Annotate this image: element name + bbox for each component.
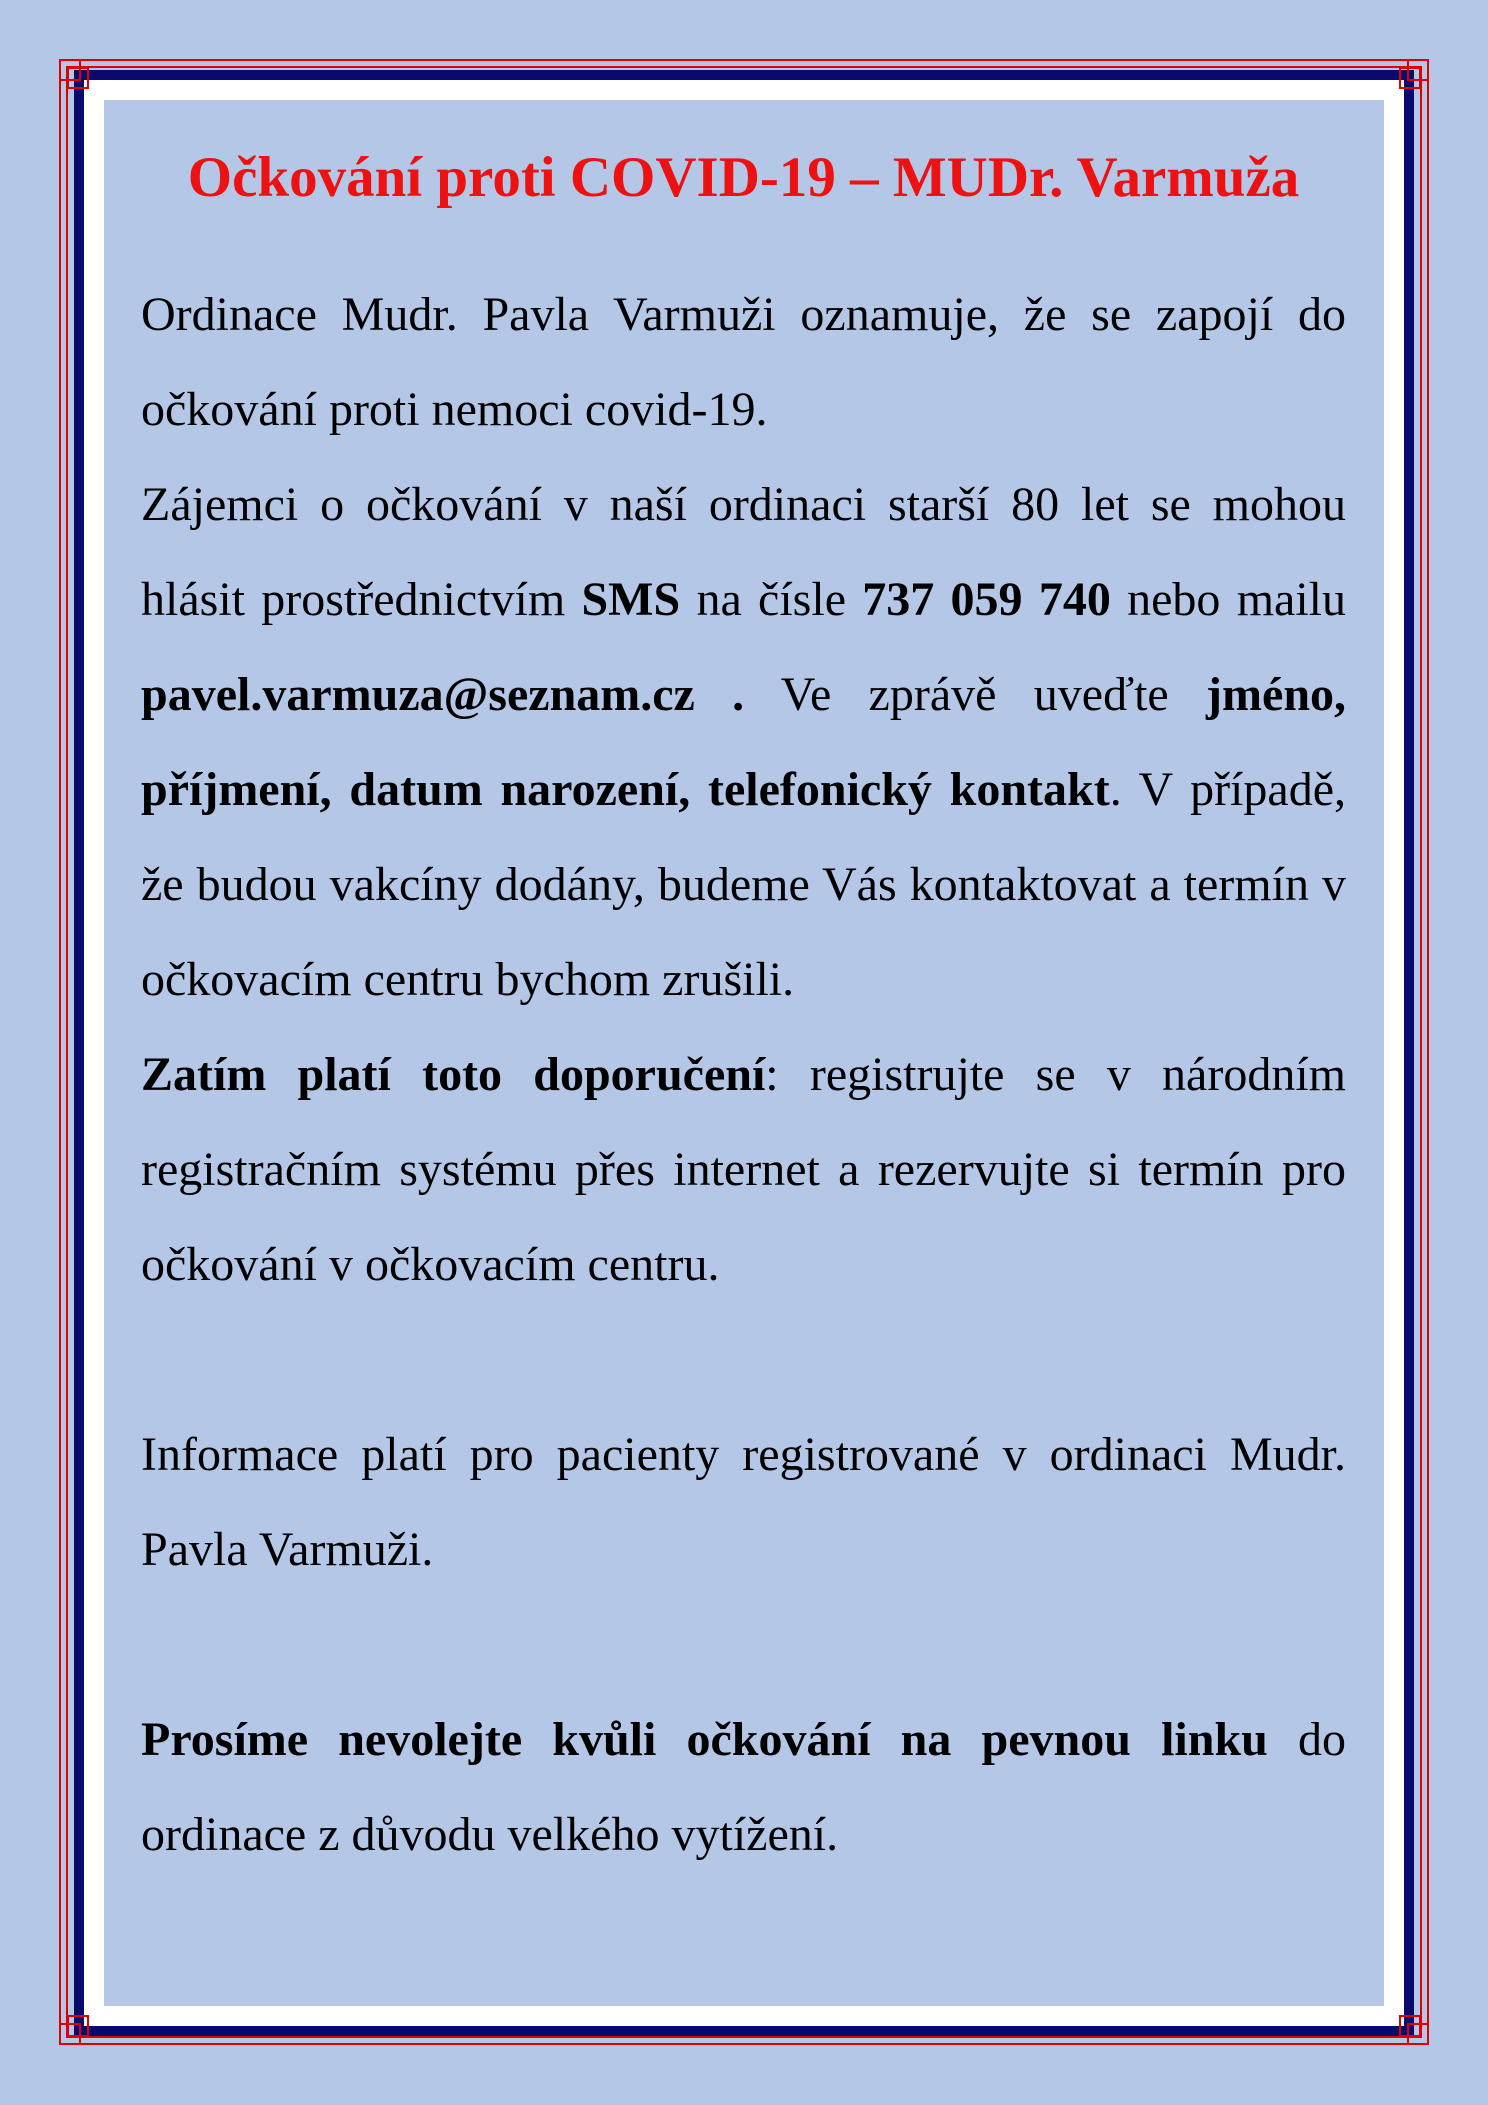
text-segment: do ordinace z důvodu velkého vytížení. (141, 1713, 1346, 1861)
spacer (141, 1597, 1346, 1692)
text-segment: . V případě, že budou vakcíny dodány, budeme Vás kontaktovat a termín v očkovacím centru bychom zrušili. (141, 763, 1346, 1006)
notice-title: Očkování proti COVID-19 – MUDr. Varmuža (187, 146, 1300, 209)
text-segment: : registrujte se v národním registračním systému přes internet a rezervujte si termín pro očkování v očkovacím centru. (141, 1048, 1347, 1291)
notice-content (141, 130, 1346, 1882)
text-segment: Zájemci o očkování v naší ordinaci starší 80 let se mohou hlásit prostřednictvím (141, 478, 1346, 626)
paragraph-phone-request (141, 1692, 1346, 1882)
text-segment: na čísle (680, 573, 863, 626)
text-segment: Ve zprávě uveďte (744, 668, 1207, 721)
corner-ornament-top-right (1399, 59, 1429, 89)
paragraph-announcement: Ordinace Mudr. Pavla Varmuži oznamuje, že se zapojí do očkování proti nemoci covid-19. (141, 288, 1346, 436)
paragraph-patients-info: Informace platí pro pacienty registrované v ordinaci Mudr. Pavla Varmuži. (141, 1428, 1346, 1576)
email-address: pavel.varmuza@seznam.cz (141, 668, 695, 721)
sms-label: SMS (581, 573, 681, 626)
corner-ornament-top-left (59, 59, 89, 89)
corner-ornament-bottom-left (59, 2015, 89, 2045)
paragraph-recommendation (141, 1027, 1346, 1312)
phone-number: 737 059 740 (862, 573, 1111, 626)
paragraph-registration-instructions: Zájemci o očkování v naší ordinaci starší 80 let se mohou hlásit prostřednictvím SMS na čísle 737 059 740 nebo mailu pavel.varmuza@seznam.cz . Ve zprávě uveďte jméno, příjmení, datum narození, telefonický kontakt. V případě, že budou vakcíny dodány, budeme Vás kontaktovat a termín v očkovacím centru bychom zrušili. (141, 478, 1347, 1006)
phone-request-lead: Prosíme nevolejte kvůli očkování na pevnou linku (141, 1713, 1268, 1766)
recommendation-lead: Zatím platí toto doporučení (141, 1048, 766, 1101)
spacer (141, 1312, 1346, 1407)
text-segment: nebo mailu (1110, 573, 1347, 626)
required-fields: jméno, příjmení, datum narození, telefonický kontakt (141, 668, 1347, 816)
corner-ornament-bottom-right (1399, 2015, 1429, 2045)
